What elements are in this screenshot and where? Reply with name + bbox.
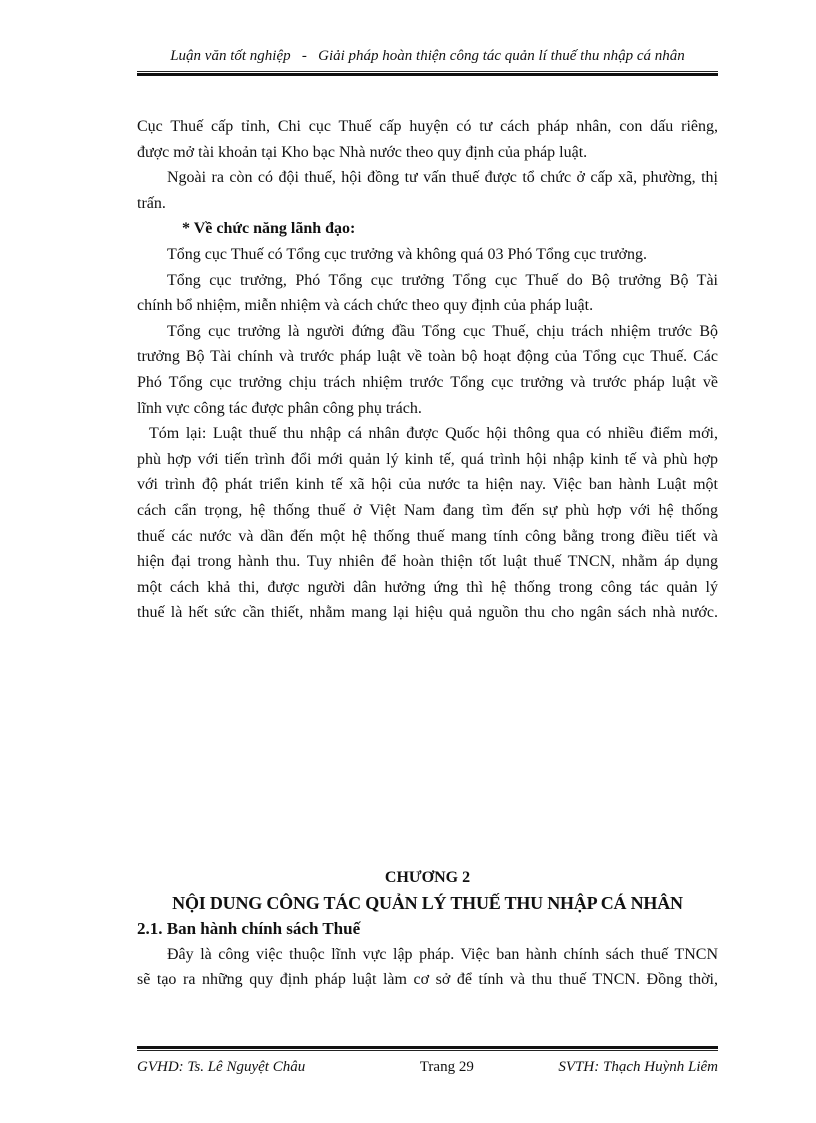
page-number: Trang 29 bbox=[419, 1059, 474, 1075]
text-line: Tổng cục trưởng là người đứng đầu Tổng cục Thuế, chịu trách nhiệm trước Bộ bbox=[167, 322, 718, 340]
running-header: Luận văn tốt nghiệp - Giải pháp hoàn thiện công tác quản lí thuế thu nhập cá nhân bbox=[170, 48, 685, 64]
text-line: lĩnh vực công tác được phân công phụ trách. bbox=[137, 399, 422, 417]
running-footer bbox=[137, 1059, 718, 1076]
text-line: Phó Tổng cục trưởng chịu trách nhiệm trước Tổng cục trưởng và trước pháp luật về bbox=[137, 373, 718, 391]
text-line: trấn. bbox=[137, 194, 166, 212]
text-line: phù hợp với tiến trình đổi mới quản lý kinh tế, quá trình hội nhập kinh tế và phù hợp bbox=[137, 450, 718, 468]
text-line: Cục Thuế cấp tỉnh, Chi cục Thuế cấp huyện có tư cách pháp nhân, con dấu riêng, bbox=[137, 118, 718, 135]
footer-rule bbox=[137, 1046, 718, 1051]
text-line: được mở tài khoản tại Kho bạc Nhà nước theo quy định của pháp luật. bbox=[137, 143, 588, 161]
header-rule bbox=[137, 71, 718, 76]
text-line: với trình độ phát triển kinh tế xã hội của nước ta hiện nay. Việc ban hành Luật một bbox=[137, 476, 718, 494]
text-line: một cách khả thi, được người dân hưởng ứng thì hệ thống trong công tác quản lý bbox=[137, 578, 718, 596]
text-line: trưởng Bộ Tài chính và trước pháp luật về toàn bộ hoạt động của Tổng cục Thuế. Các bbox=[137, 348, 718, 366]
text-line: sẽ tạo ra những quy định pháp luật làm cơ sở để tính và thu thuế TNCN. Đồng thời, bbox=[137, 971, 718, 989]
text-line: Tổng cục trưởng, Phó Tổng cục trưởng Tổng cục Thuế do Bộ trưởng Bộ Tài bbox=[167, 271, 718, 289]
text-line: Đây là công việc thuộc lĩnh vực lập pháp. Việc ban hành chính sách thuế TNCN bbox=[167, 945, 718, 963]
chapter-title: NỘI DUNG CÔNG TÁC QUẢN LÝ THUẾ THU NHẬP CÁ NHÂN bbox=[172, 892, 683, 913]
text-line: cách cẩn trọng, hệ thống thuế ở Việt Nam đang tìm đến sự phù hợp với hệ thống bbox=[137, 501, 718, 519]
section-heading: 2.1. Ban hành chính sách Thuế bbox=[137, 919, 361, 939]
chapter-number: CHƯƠNG 2 bbox=[384, 869, 471, 886]
text-line: Ngoài ra còn có đội thuế, hội đồng tư vấn thuế được tổ chức ở cấp xã, phường, thị bbox=[167, 169, 718, 187]
footer-advisor: GVHD: Ts. Lê Nguyệt Châu bbox=[137, 1059, 306, 1075]
text-line: Tổng cục Thuế có Tổng cục trưởng và không quá 03 Phó Tổng cục trưởng. bbox=[167, 245, 647, 263]
text-line: chính bổ nhiệm, miễn nhiệm và cách chức theo quy định của pháp luật. bbox=[137, 297, 594, 315]
text-line: Tóm lại: Luật thuế thu nhập cá nhân được Quốc hội thông qua có nhiều điểm mới, bbox=[149, 425, 718, 443]
text-line: hiện đại trong hành thu. Tuy nhiên để hoàn thiện tốt luật thuế TNCN, nhằm áp dụng bbox=[137, 553, 718, 571]
section-body bbox=[137, 114, 718, 626]
footer-student: SVTH: Thạch Huỳnh Liêm bbox=[558, 1059, 718, 1075]
chapter-block bbox=[137, 865, 718, 993]
text-line: thuế là hết sức cần thiết, nhằm mang lại hiệu quả nguồn thu cho ngân sách nhà nước. bbox=[137, 604, 718, 622]
text-line: * Về chức năng lãnh đạo: bbox=[182, 220, 356, 238]
text-line: thuế các nước và dần đến một hệ thống thuế mang tính công bằng trong điều tiết và bbox=[137, 527, 718, 545]
